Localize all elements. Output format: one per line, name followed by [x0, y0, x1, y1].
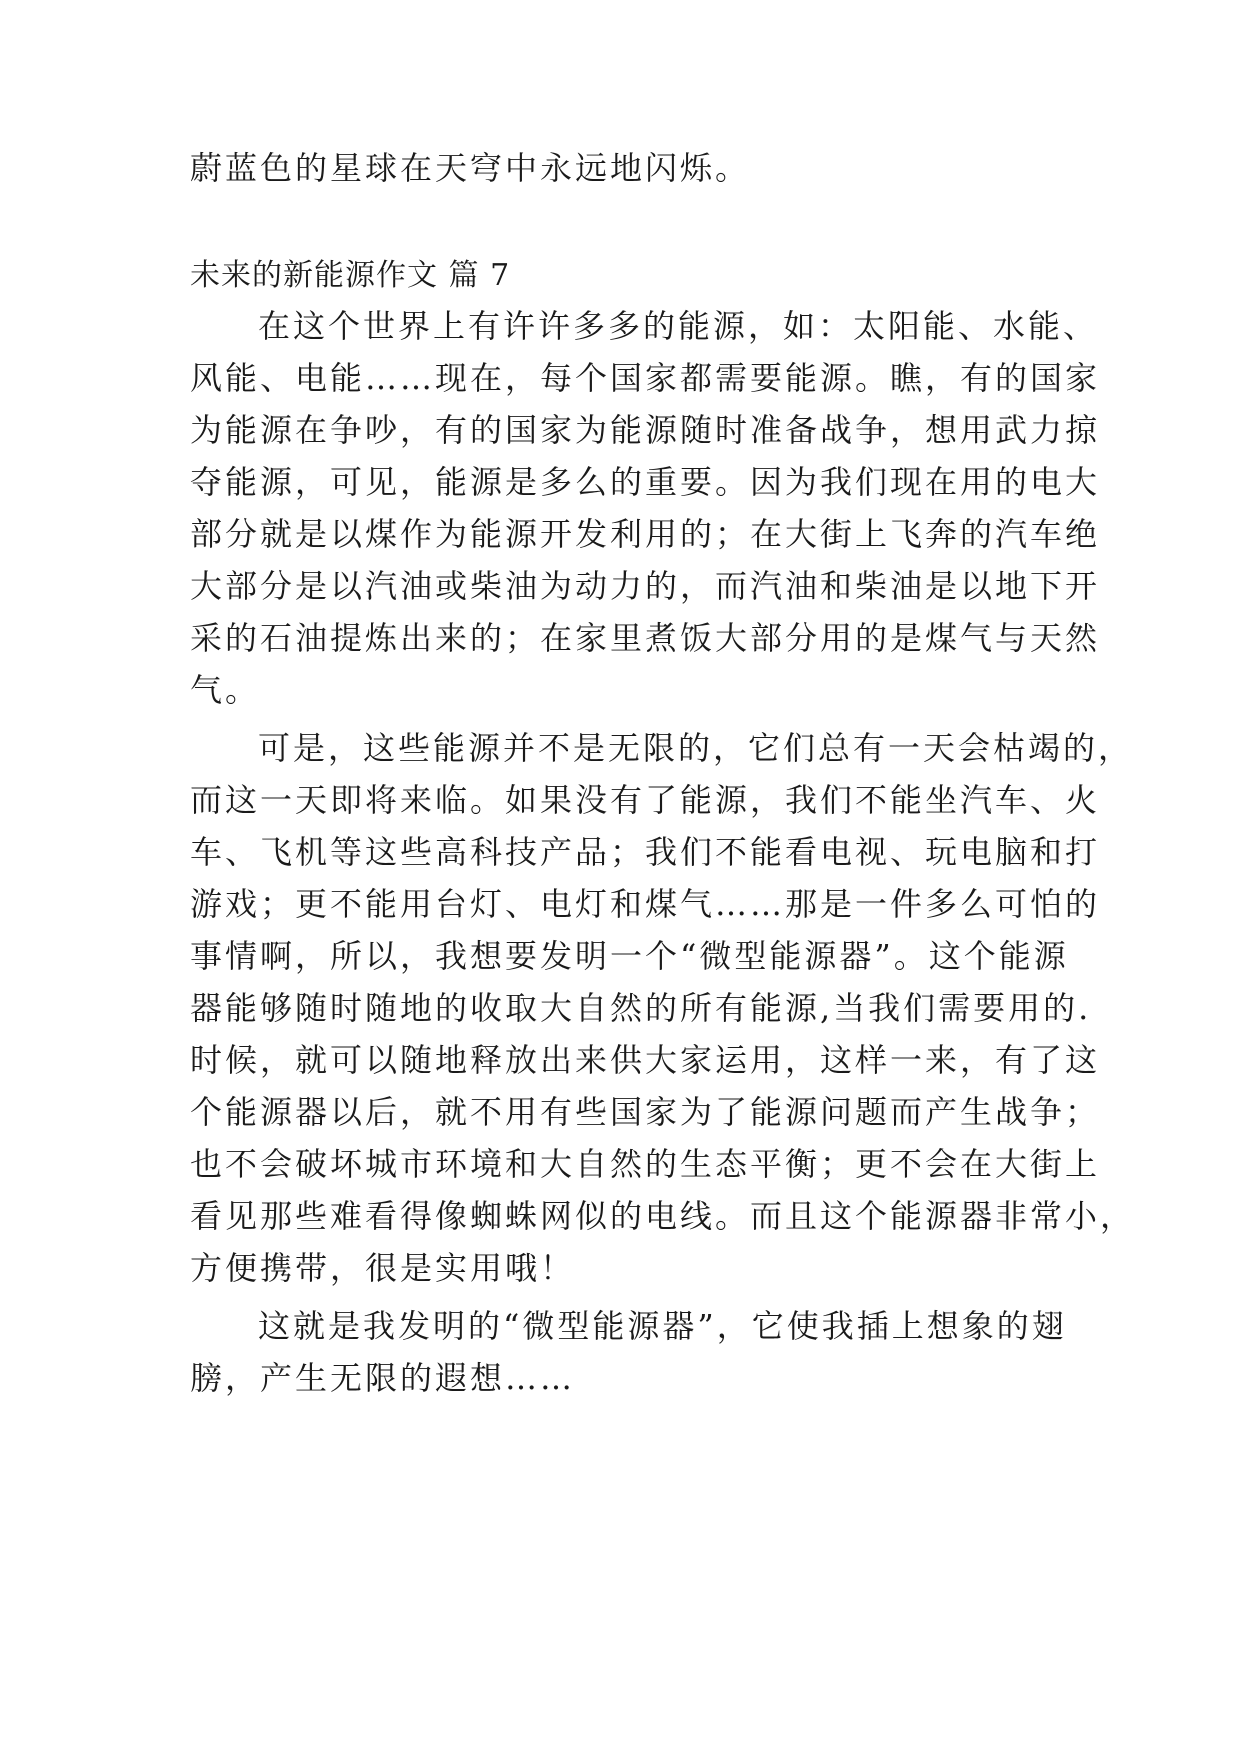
text-line: 风能、电能……现在，每个国家都需要能源。瞧，有的国家	[190, 359, 1101, 397]
text-line: 采的石油提炼出来的；在家里煮饭大部分用的是煤气与天然	[190, 619, 1101, 657]
intro-line: 蔚蓝色的星球在天穹中永远地闪烁。	[190, 149, 751, 187]
text-line: 部分就是以煤作为能源开发利用的；在大街上飞奔的汽车绝	[190, 515, 1101, 553]
text-line: 方便携带，很是实用哦！	[190, 1249, 576, 1287]
text-line: 这就是我发明的“微型能源器”，它使我插上想象的翅	[258, 1307, 1067, 1345]
text-line: 器能够随时随地的收取大自然的所有能源,当我们需要用的.	[190, 989, 1092, 1027]
text-line: 看见那些难看得像蜘蛛网似的电线。而且这个能源器非常小，	[190, 1197, 1136, 1235]
text-line: 而这一天即将来临。如果没有了能源，我们不能坐汽车、火	[190, 781, 1101, 819]
text-line: 也不会破坏城市环境和大自然的生态平衡；更不会在大街上	[190, 1145, 1101, 1183]
text-line: 夺能源，可见，能源是多么的重要。因为我们现在用的电大	[190, 463, 1101, 501]
text-line: 个能源器以后，就不用有些国家为了能源问题而产生战争；	[190, 1093, 1101, 1131]
text-line: 膀，产生无限的遐想……	[190, 1359, 576, 1397]
section-title: 未来的新能源作文 篇 7	[190, 258, 511, 293]
text-line: 在这个世界上有许许多多的能源，如：太阳能、水能、	[258, 307, 1099, 345]
text-line: 为能源在争吵，有的国家为能源随时准备战争，想用武力掠	[190, 411, 1101, 449]
text-line: 车、飞机等这些高科技产品；我们不能看电视、玩电脑和打	[190, 833, 1101, 871]
text-line: 事情啊，所以，我想要发明一个“微型能源器”。这个能源	[190, 937, 1069, 975]
text-line: 气。	[190, 671, 261, 709]
text-line: 大部分是以汽油或柴油为动力的，而汽油和柴油是以地下开	[190, 567, 1101, 605]
text-line: 时候，就可以随地释放出来供大家运用，这样一来，有了这	[190, 1041, 1101, 1079]
text-line: 可是，这些能源并不是无限的，它们总有一天会枯竭的，	[258, 729, 1134, 767]
text-line: 游戏；更不能用台灯、电灯和煤气……那是一件多么可怕的	[190, 885, 1101, 923]
